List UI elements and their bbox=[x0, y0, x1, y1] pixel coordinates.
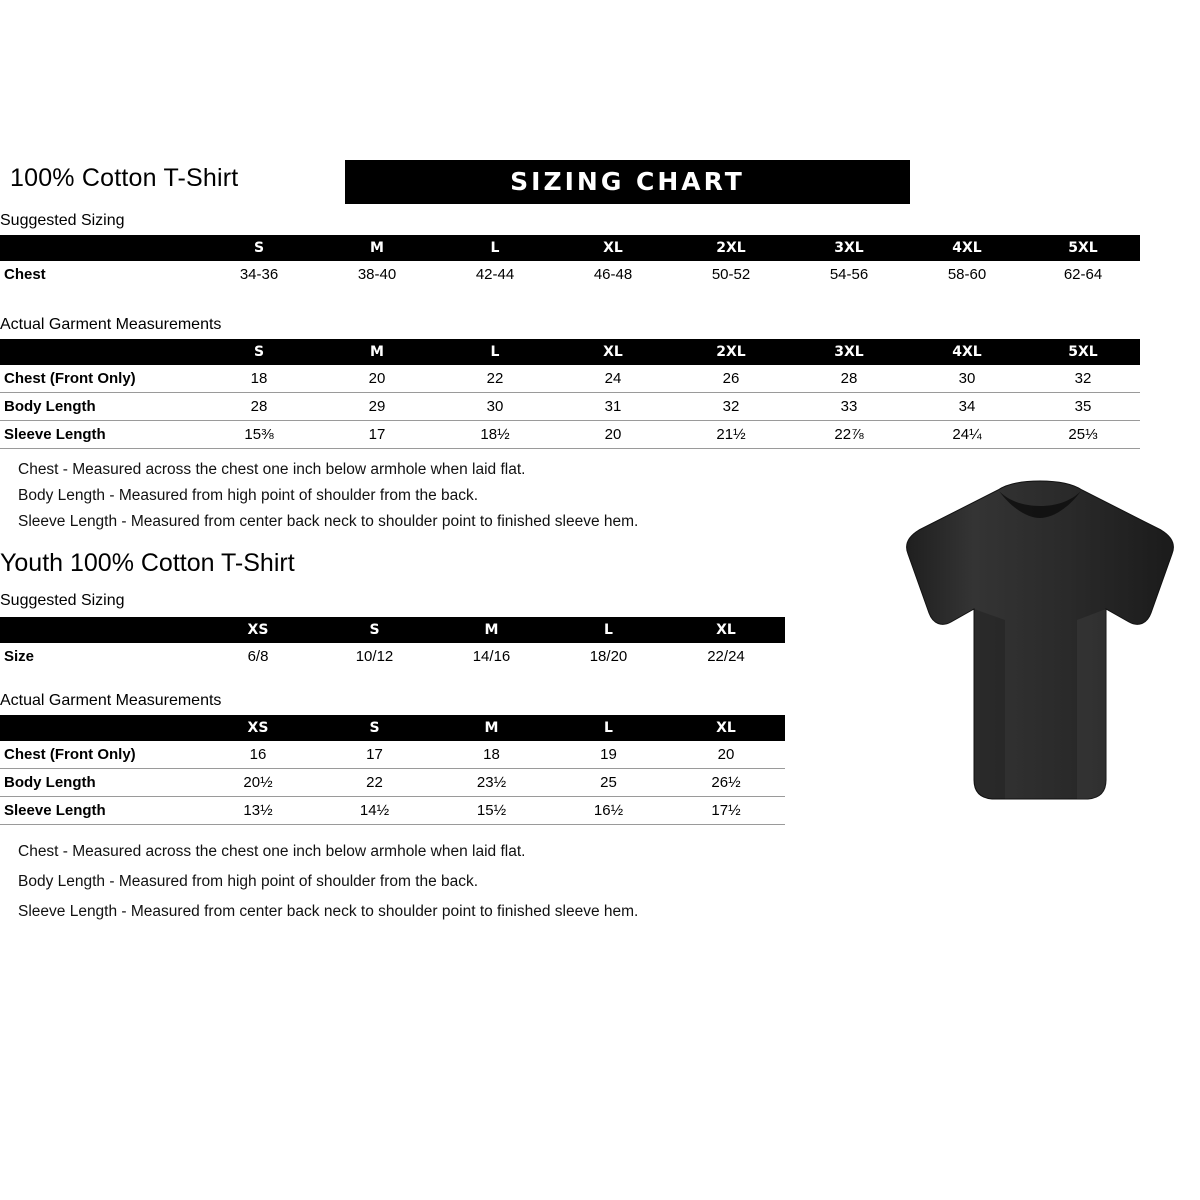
adult-suggested-sizing-label: Suggested Sizing bbox=[0, 212, 125, 229]
col-head: XS bbox=[247, 622, 269, 638]
cell: 25⅓ bbox=[1026, 421, 1140, 449]
cell: 17 bbox=[316, 741, 433, 769]
table-row bbox=[0, 393, 1140, 421]
t-shirt-icon bbox=[895, 480, 1185, 810]
table-header-row bbox=[0, 715, 785, 741]
row-label: Size bbox=[4, 648, 35, 665]
col-head: XL bbox=[716, 720, 736, 736]
table-header-row bbox=[0, 235, 1140, 261]
col-head: XS bbox=[247, 720, 269, 736]
col-head bbox=[0, 339, 200, 365]
cell: 17½ bbox=[667, 797, 785, 825]
col-head: 5XL bbox=[1068, 240, 1098, 256]
table-row bbox=[0, 769, 785, 797]
col-head: XL bbox=[603, 344, 623, 360]
cell: 17 bbox=[318, 421, 436, 449]
row-label: Sleeve Length bbox=[0, 421, 200, 449]
youth-suggested-sizing-label: Suggested Sizing bbox=[0, 592, 125, 609]
youth-actual-measurements-label: Actual Garment Measurements bbox=[0, 692, 222, 709]
adult-actual-measurements-table bbox=[0, 339, 1140, 449]
adult-note-sleeve-length: Sleeve Length - Measured from center back neck to shoulder point to finished sleeve hem. bbox=[18, 513, 639, 530]
youth-note-chest: Chest - Measured across the chest one inch below armhole when laid flat. bbox=[18, 843, 526, 860]
cell: 23½ bbox=[433, 769, 550, 797]
col-head: XL bbox=[603, 240, 623, 256]
cell: 22 bbox=[316, 769, 433, 797]
header-row bbox=[10, 160, 1190, 204]
youth-actual-measurements-table bbox=[0, 715, 785, 825]
cell: 22/24 bbox=[707, 648, 745, 665]
cell: 14½ bbox=[316, 797, 433, 825]
youth-note-sleeve-length: Sleeve Length - Measured from center back neck to shoulder point to finished sleeve hem. bbox=[18, 903, 639, 920]
col-head: S bbox=[253, 344, 265, 360]
table-row bbox=[0, 741, 785, 769]
col-head: L bbox=[490, 344, 500, 360]
cell: 6/8 bbox=[247, 648, 269, 665]
cell: 32 bbox=[672, 393, 790, 421]
cell: 35 bbox=[1026, 393, 1140, 421]
cell: 21½ bbox=[672, 421, 790, 449]
cell: 16½ bbox=[550, 797, 667, 825]
cell: 18/20 bbox=[589, 648, 628, 665]
col-head: M bbox=[484, 622, 499, 638]
col-head: M bbox=[370, 344, 384, 360]
col-head: L bbox=[604, 622, 613, 638]
row-label: Body Length bbox=[0, 393, 200, 421]
sizing-chart-banner bbox=[345, 160, 910, 204]
adult-actual-measurements-label: Actual Garment Measurements bbox=[0, 316, 222, 333]
cell: 50-52 bbox=[711, 266, 751, 283]
row-label: Chest bbox=[4, 266, 46, 283]
cell: 34-36 bbox=[239, 266, 279, 283]
youth-suggested-sizing-table bbox=[0, 617, 785, 670]
table-header-row bbox=[0, 617, 785, 643]
col-head: L bbox=[604, 720, 613, 736]
col-head: 4XL bbox=[952, 344, 982, 360]
cell: 24 bbox=[554, 365, 672, 393]
adult-note-chest: Chest - Measured across the chest one inch below armhole when laid flat. bbox=[18, 461, 526, 478]
cell: 32 bbox=[1026, 365, 1140, 393]
row-label: Chest (Front Only) bbox=[0, 741, 200, 769]
sizing-chart-banner-label: SIZING CHART bbox=[510, 167, 745, 196]
cell: 20 bbox=[667, 741, 785, 769]
youth-note-body-length: Body Length - Measured from high point of shoulder from the back. bbox=[18, 873, 479, 890]
cell: 33 bbox=[790, 393, 908, 421]
cell: 22 bbox=[436, 365, 554, 393]
col-head: 5XL bbox=[1068, 344, 1098, 360]
col-head: M bbox=[370, 240, 384, 256]
row-label: Sleeve Length bbox=[0, 797, 200, 825]
col-head: M bbox=[484, 720, 499, 736]
cell: 46-48 bbox=[593, 266, 633, 283]
cell: 16 bbox=[200, 741, 316, 769]
cell: 31 bbox=[554, 393, 672, 421]
col-head: 3XL bbox=[834, 240, 864, 256]
cell: 15½ bbox=[433, 797, 550, 825]
cell: 22⅞ bbox=[790, 421, 908, 449]
col-head: 2XL bbox=[716, 240, 746, 256]
col-head bbox=[0, 617, 200, 643]
cell: 25 bbox=[550, 769, 667, 797]
cell: 20 bbox=[554, 421, 672, 449]
youth-section-title: Youth 100% Cotton T-Shirt bbox=[0, 549, 295, 577]
cell: 15⅜ bbox=[200, 421, 318, 449]
cell: 30 bbox=[436, 393, 554, 421]
cell: 18½ bbox=[436, 421, 554, 449]
cell: 38-40 bbox=[357, 266, 397, 283]
cell: 30 bbox=[908, 365, 1026, 393]
cell: 42-44 bbox=[475, 266, 515, 283]
cell: 20 bbox=[318, 365, 436, 393]
col-head: 4XL bbox=[952, 240, 982, 256]
cell: 18 bbox=[200, 365, 318, 393]
adult-suggested-sizing-table bbox=[0, 235, 1140, 288]
adult-note-body-length: Body Length - Measured from high point of shoulder from the back. bbox=[18, 487, 479, 504]
cell: 10/12 bbox=[355, 648, 394, 665]
cell: 26½ bbox=[667, 769, 785, 797]
col-head: L bbox=[490, 240, 500, 256]
cell: 28 bbox=[790, 365, 908, 393]
col-head bbox=[0, 715, 200, 741]
cell: 13½ bbox=[200, 797, 316, 825]
cell: 34 bbox=[908, 393, 1026, 421]
col-head: XL bbox=[716, 622, 736, 638]
cell: 28 bbox=[200, 393, 318, 421]
col-head: 3XL bbox=[834, 344, 864, 360]
row-label: Chest (Front Only) bbox=[0, 365, 200, 393]
col-head: S bbox=[369, 622, 380, 638]
col-head: S bbox=[369, 720, 380, 736]
table-header-row bbox=[0, 339, 1140, 365]
col-head bbox=[0, 235, 200, 261]
cell: 19 bbox=[550, 741, 667, 769]
cell: 58-60 bbox=[947, 266, 987, 283]
table-row bbox=[0, 643, 785, 670]
row-label: Body Length bbox=[0, 769, 200, 797]
table-row bbox=[0, 261, 1140, 288]
cell: 26 bbox=[672, 365, 790, 393]
cell: 29 bbox=[318, 393, 436, 421]
cell: 18 bbox=[433, 741, 550, 769]
cell: 62-64 bbox=[1063, 266, 1103, 283]
page-title: 100% Cotton T-Shirt bbox=[10, 164, 239, 192]
col-head: 2XL bbox=[716, 344, 746, 360]
t-shirt-illustration bbox=[895, 480, 1185, 810]
cell: 54-56 bbox=[829, 266, 869, 283]
cell: 14/16 bbox=[472, 648, 511, 665]
table-row bbox=[0, 365, 1140, 393]
table-row bbox=[0, 421, 1140, 449]
cell: 24¼ bbox=[908, 421, 1026, 449]
table-row bbox=[0, 797, 785, 825]
cell: 20½ bbox=[200, 769, 316, 797]
col-head: S bbox=[253, 240, 265, 256]
